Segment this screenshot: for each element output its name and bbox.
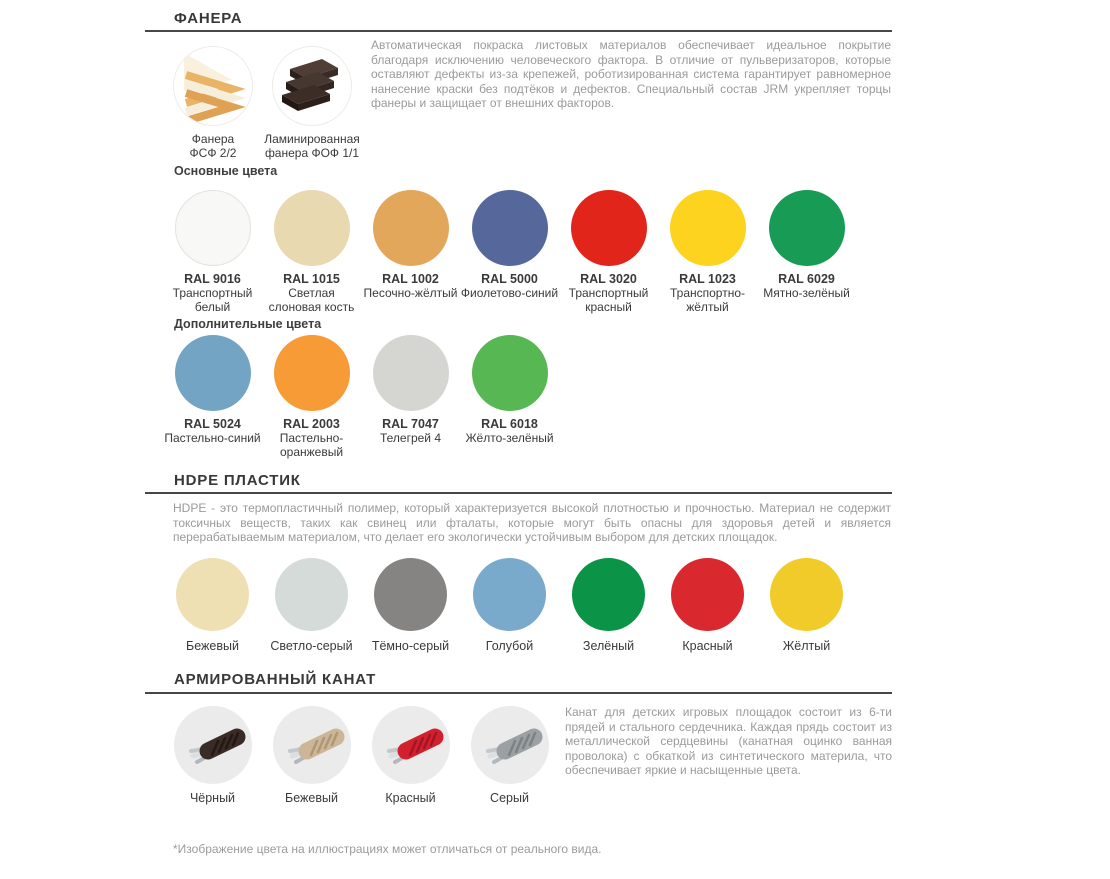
color-ral-code: RAL 5000	[481, 272, 538, 286]
color-swatch	[770, 558, 843, 631]
color-name: Бежевый	[285, 791, 338, 805]
color-swatch-item	[757, 558, 856, 653]
section-divider	[145, 492, 892, 494]
color-swatch-item	[262, 558, 361, 653]
section-title-hdpe: HDPE ПЛАСТИК	[174, 472, 301, 489]
color-swatch	[373, 335, 449, 411]
color-swatch	[274, 190, 350, 266]
color-swatch-item	[163, 335, 262, 459]
color-name: Тёмно-серый	[371, 639, 450, 653]
color-swatch	[175, 335, 251, 411]
color-ral-code: RAL 1023	[679, 272, 736, 286]
color-swatch-item	[658, 558, 757, 653]
color-swatch-item	[361, 558, 460, 653]
color-name: Чёрный	[189, 791, 236, 805]
footnote: *Изображение цвета на иллюстрациях может отличаться от реального вида.	[173, 842, 602, 856]
main-colors-label: Основные цвета	[174, 164, 278, 178]
section-title-plywood: ФАНЕРА	[174, 10, 243, 27]
sample-label-line: ФСФ 2/2	[189, 146, 237, 160]
rope-sample-item	[361, 706, 460, 805]
color-swatch	[274, 335, 350, 411]
color-name: Жёлто-зелёный	[465, 431, 554, 445]
color-swatch-item	[460, 190, 559, 314]
color-name: Бежевый	[186, 639, 239, 653]
plywood-fsf-icon	[173, 46, 253, 126]
section-title-rope: АРМИРОВАННЫЙ КАНАТ	[174, 671, 377, 688]
color-name: Телегрей 4	[379, 431, 442, 445]
color-ral-code: RAL 7047	[382, 417, 439, 431]
rope-sample-item	[262, 706, 361, 805]
color-swatch-item	[361, 335, 460, 459]
color-swatch-item	[163, 558, 262, 653]
rope-sample-item	[460, 706, 559, 805]
color-swatch	[374, 558, 447, 631]
color-swatch	[472, 190, 548, 266]
color-swatch	[275, 558, 348, 631]
extra-colors-label: Дополнительные цвета	[174, 317, 322, 331]
rope-sample-item	[163, 706, 262, 805]
color-swatch	[572, 558, 645, 631]
hdpe-description: HDPE - это термопластичный полимер, который характеризуется высокой плотностью и прочностью. Материал не содержит токсичных веществ, таких как свинец или фталаты, которые могут быть опасны для здоровья детей и является перерабатываемым материалом, что делает его экологически устойчивым выбором для детских площадок.	[173, 501, 891, 544]
color-swatch-item	[559, 558, 658, 653]
color-swatch-item	[460, 558, 559, 653]
extra-colors-row	[163, 335, 559, 459]
color-swatch	[769, 190, 845, 266]
color-name: Красный	[682, 639, 733, 653]
color-swatch-item	[361, 190, 460, 314]
color-name: Красный	[385, 791, 436, 805]
color-swatch-item	[757, 190, 856, 314]
color-swatch	[571, 190, 647, 266]
color-swatch-item	[559, 190, 658, 314]
color-ral-code: RAL 3020	[580, 272, 637, 286]
rope-colors-row	[163, 706, 559, 805]
color-ral-code: RAL 2003	[283, 417, 340, 431]
color-swatch	[472, 335, 548, 411]
color-ral-code: RAL 5024	[184, 417, 241, 431]
color-swatch	[175, 190, 251, 266]
color-swatch	[671, 558, 744, 631]
color-ral-code: RAL 1002	[382, 272, 439, 286]
color-name: Мятно-зелёный	[763, 286, 850, 300]
sample-label-line: Фанера	[191, 132, 235, 146]
plywood-sample-fsf	[158, 46, 268, 160]
color-name: Серый	[490, 791, 529, 805]
sample-label-line: Ламинированная	[264, 132, 360, 146]
color-name: Голубой	[485, 639, 534, 653]
rope-description: Канат для детских игровых площадок состоит из 6-ти прядей и стального сердечника. Каждая прядь состоит из металлической сердцевины (канатная оцинко ванная проволока) с обкаткой из синтетического материла, что обеспечивает яркие и насыщенные цвета.	[565, 705, 892, 777]
color-name: Жёлтый	[782, 639, 831, 653]
color-swatch-item	[262, 190, 361, 314]
color-swatch-item	[262, 335, 361, 459]
color-ral-code: RAL 9016	[184, 272, 241, 286]
color-name: Транспортный красный	[568, 286, 649, 314]
color-name: Пастельно-оранжевый	[279, 431, 344, 459]
hdpe-colors-row	[163, 558, 856, 653]
color-swatch-item	[163, 190, 262, 314]
plywood-fof-icon	[272, 46, 352, 126]
color-name: Зелёный	[582, 639, 635, 653]
color-swatch	[373, 190, 449, 266]
color-name: Транспортный белый	[172, 286, 253, 314]
color-name: Светлая слоновая кость	[268, 286, 355, 314]
color-name: Светло-серый	[270, 639, 353, 653]
section-divider	[145, 692, 892, 694]
main-colors-row	[163, 190, 856, 314]
rope-icon	[174, 706, 252, 784]
color-ral-code: RAL 6018	[481, 417, 538, 431]
section-divider	[145, 30, 892, 32]
color-ral-code: RAL 6029	[778, 272, 835, 286]
color-swatch	[670, 190, 746, 266]
rope-icon	[273, 706, 351, 784]
plywood-description: Автоматическая покраска листовых материалов обеспечивает идеальное покрытие благодаря исключению человеческого фактора. В отличие от пульверизаторов, которые оставляют дефекты из-за крепежей, роботизированная система гарантирует равномерное нанесение краски без подтёков и дефектов. Специальный состав JRM укрепляет торцы фанеры и защищает от внешних факторов.	[371, 38, 891, 110]
color-swatch-item	[460, 335, 559, 459]
color-swatch-item	[658, 190, 757, 314]
rope-icon	[471, 706, 549, 784]
rope-icon	[372, 706, 450, 784]
color-name: Песочно-жёлтый	[363, 286, 458, 300]
color-name: Транспортно-жёлтый	[669, 286, 745, 314]
color-ral-code: RAL 1015	[283, 272, 340, 286]
color-swatch	[176, 558, 249, 631]
color-name: Пастельно-синий	[164, 431, 261, 445]
sample-label-line: фанера ФОФ 1/1	[264, 146, 360, 160]
color-swatch	[473, 558, 546, 631]
color-name: Фиолетово-синий	[460, 286, 559, 300]
plywood-sample-fof	[257, 46, 367, 160]
